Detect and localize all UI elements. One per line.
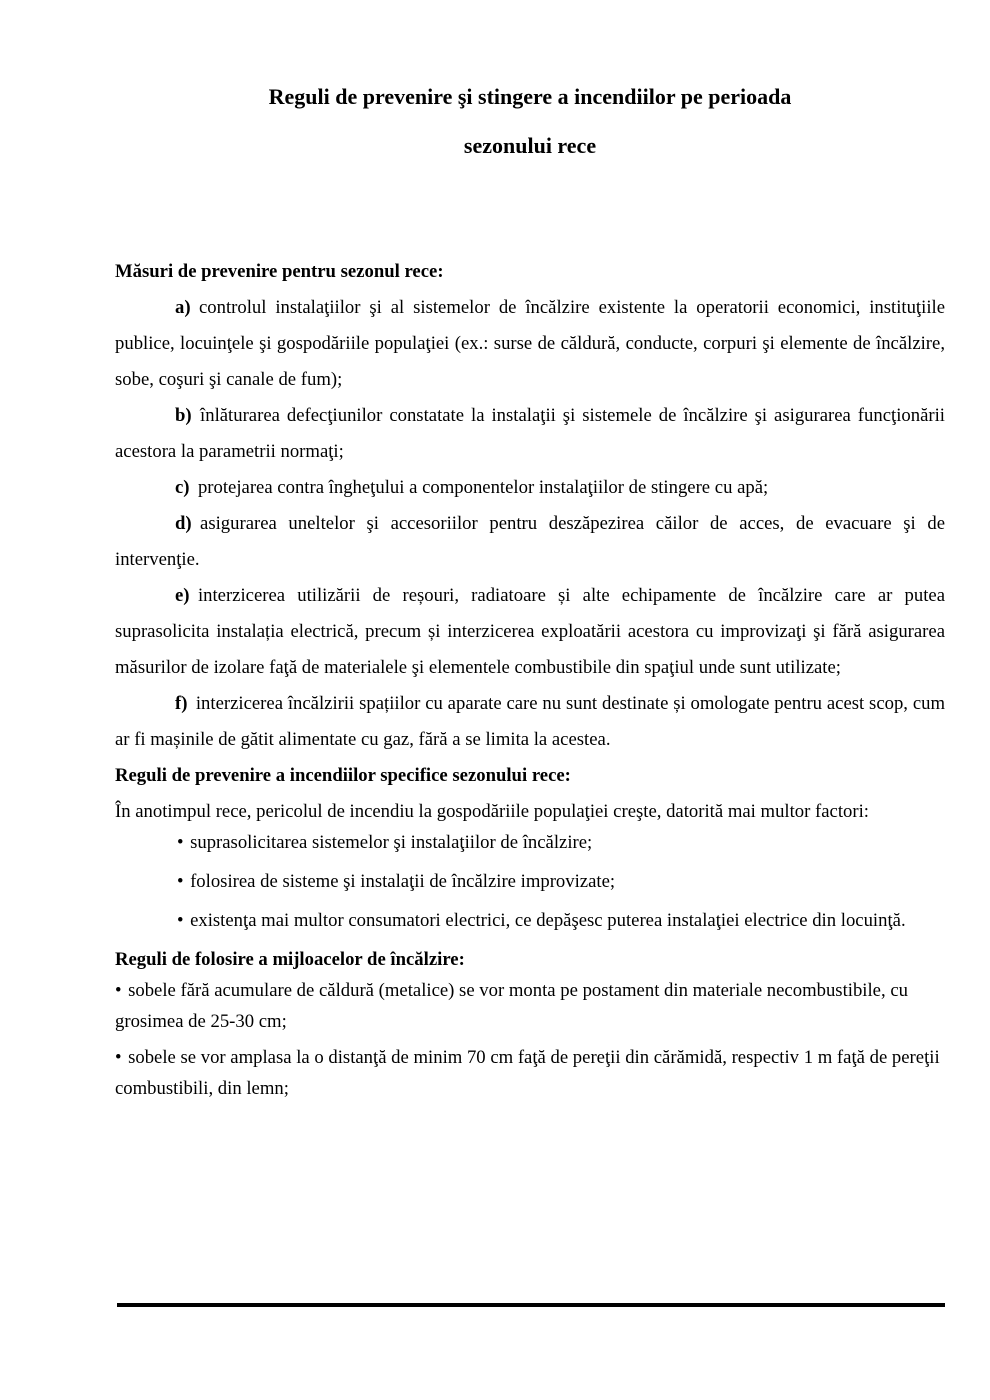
lettered-paragraph-d [115,506,945,578]
usage-rule-text-2: sobele se vor amplasa la o distanţă de minim 70 cm faţă de pereţii din cărămidă, respectiv 1 m faţă de pereţii combustibili, din lemn; [115,1047,940,1099]
item-label-a: a) [175,297,191,318]
bullet-icon: • [177,871,184,892]
factor-text-3: existenţa mai multor consumatori electrici, ce depăşesc puterea instalaţiei electrice din locuinţă. [190,910,906,931]
bullet-icon: • [115,1047,122,1068]
intro-paragraph: În anotimpul rece, pericolul de incendiu la gospodăriile populaţiei creşte, datorită mai multor factori: [115,801,869,822]
item-text-d: asigurarea uneltelor şi accesoriilor pentru deszăpezirea căilor de acces, de evacuare şi de intervenţie. [115,513,945,570]
item-text-a: controlul instalaţiilor şi al sistemelor de încălzire existente la operatorii economici, instituţiile publice, locuinţele şi gospodăriile populaţiei (ex.: surse de căldură, conducte, corpuri şi elemente de încălzire, sobe, coşuri şi canale de fum); [115,297,945,390]
item-text-e: interzicerea utilizării de reșouri, radiatoare și alte echipamente de încălzire care ar putea suprasolicita instalația electrică, precum și interzicerea exploatării acestora cu improvizaţi şi fără asigurarea măsurilor de izolare faţă de materialele şi elementele combustibile din spaţiul unde sunt utilizate; [115,585,945,678]
usage-rule-text-1: sobele fără acumulare de căldură (metalice) se vor monta pe postament din materiale necombustibile, cu grosimea de 25-30 cm; [115,980,908,1032]
document-content [115,0,945,1109]
item-label-c: c) [175,477,190,498]
item-label-f: f) [175,693,188,714]
list-item-usage-2 [115,1042,945,1104]
document-title-line2: sezonului rece [463,133,597,158]
lettered-paragraph-c [115,470,945,506]
bullet-icon: • [177,910,184,931]
item-label-e: e) [175,585,190,606]
factors-list [115,828,945,936]
item-text-f: interzicerea încălzirii spațiilor cu aparate care nu sunt destinate și omologate pentru acest scop, cum ar fi mașinile de gătit alimentate cu gaz, fără a se limita la acestea. [115,693,945,750]
heading-specific-rules: Reguli de prevenire a incendiilor specifice sezonului rece: [115,765,571,786]
list-item-factor-1 [115,828,945,858]
lettered-paragraph-f [115,686,945,758]
bullet-icon: • [115,980,122,1001]
lettered-paragraph-a [115,290,945,398]
item-label-b: b) [175,405,192,426]
heading-prevention-measures: Măsuri de prevenire pentru sezonul rece: [115,261,444,282]
list-item-factor-3 [115,906,945,936]
document-title [115,72,945,170]
heading-usage-rules: Reguli de folosire a mijloacelor de încălzire: [115,949,465,970]
document-title-line1: Reguli de prevenire şi stingere a incendiilor pe perioada [268,84,792,109]
item-text-c: protejarea contra îngheţului a componentelor instalaţiilor de stingere cu apă; [197,477,769,498]
usage-rules-list [115,975,945,1104]
bullet-icon: • [177,832,184,853]
lettered-paragraph-b [115,398,945,470]
factor-text-2: folosirea de sisteme şi instalaţii de încălzire improvizate; [190,871,616,892]
list-item-usage-1 [115,975,945,1037]
footer-separator-line [117,1303,945,1307]
lettered-paragraph-e [115,578,945,686]
list-item-factor-2 [115,867,945,897]
factor-text-1: suprasolicitarea sistemelor şi instalaţiilor de încălzire; [190,832,593,853]
item-text-b: înlăturarea defecţiunilor constatate la instalaţii şi sistemele de încălzire şi asigurarea funcţionării acestora la parametrii normaţi; [115,405,945,462]
item-label-d: d) [175,513,192,534]
